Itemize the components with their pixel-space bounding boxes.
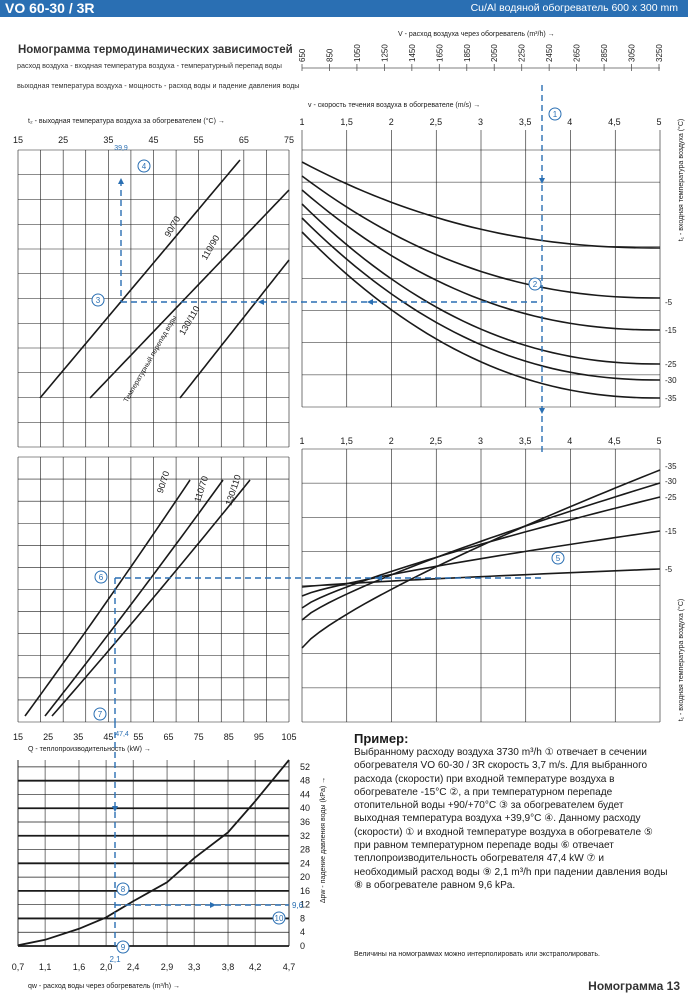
velocity-axis-label: v - скорость течения воздуха в обогревателе (m/s) → <box>308 102 481 109</box>
airflow-tick-label: 1850 <box>462 44 472 62</box>
heater-description: Cu/Al водяной обогреватель 600 x 300 mm <box>470 2 678 14</box>
q3-label-90-70: 90/70 <box>154 469 172 495</box>
power-tick-label: 95 <box>253 732 264 742</box>
tin2-axis-label: t₁ - входная температура воздуха (°C) <box>678 598 685 722</box>
tout-tick-label: 55 <box>193 135 204 145</box>
tin-tick-label: -5 <box>665 298 673 307</box>
dp-tick-label: 32 <box>300 830 311 841</box>
step-label-3: 3 <box>95 296 101 305</box>
water-tick-label: 1,6 <box>72 962 86 972</box>
power-tick-label: 85 <box>223 732 234 742</box>
dp-axis-label: Δpw - падение давления воды (kPa) → <box>320 776 327 904</box>
velocity-tick-label-mid: 3,5 <box>518 436 532 446</box>
velocity-tick-label-mid: 4 <box>567 436 573 446</box>
q3-curve-90-70 <box>25 480 190 716</box>
tout-marker: 39,9 <box>114 145 128 152</box>
water-marker: 2,1 <box>109 955 121 964</box>
dp-tick-label: 52 <box>300 761 311 772</box>
velocity-tick-label-top: 5 <box>656 117 662 127</box>
velocity-tick-label-mid: 2,5 <box>429 436 443 446</box>
route-arrow-3 <box>258 299 264 305</box>
velocity-tick-label-top: 4 <box>567 117 573 127</box>
tout-tick-label: 65 <box>238 135 249 145</box>
water-tick-label: 3,8 <box>221 962 235 972</box>
q1-label-130-110: 130/110 <box>177 304 202 337</box>
water-axis-label: qw - расход воды через обогреватель (m³/h) → <box>28 983 180 990</box>
velocity-tick-label-mid: 4,5 <box>608 436 621 446</box>
water-tick-label: 4,7 <box>282 962 296 972</box>
airflow-tick-label: 2450 <box>545 44 555 62</box>
tin-tick-label: -35 <box>665 394 677 403</box>
tin2-tick-label: -25 <box>665 493 677 502</box>
velocity-tick-label-mid: 3 <box>477 436 484 446</box>
dp-tick-label: 12 <box>300 899 311 910</box>
dp-tick-label: 24 <box>300 858 311 869</box>
power-tick-label: 25 <box>43 732 54 742</box>
dp-tick-label: 44 <box>300 789 311 800</box>
velocity-tick-label-mid: 2 <box>388 436 394 446</box>
step-label-1: 1 <box>552 110 558 119</box>
velocity-tick-label-mid: 1,5 <box>340 436 353 446</box>
tin-tick-label: -15 <box>665 326 677 335</box>
airflow-axis-label: V - расход воздуха через обогреватель (m³/h) → <box>398 31 555 38</box>
power-tick-label: 45 <box>103 732 114 742</box>
step-label-8: 8 <box>120 885 126 894</box>
example-heading: Пример: <box>354 731 409 746</box>
step-label-6: 6 <box>98 573 104 582</box>
q3-curve-110-70 <box>45 480 223 716</box>
power-tick-label: 15 <box>12 732 24 742</box>
water-tick-label: 2,9 <box>160 962 174 972</box>
velocity-tick-label-top: 2,5 <box>429 117 443 127</box>
dp-tick-label: 28 <box>300 844 311 855</box>
subtitle-line-2: выходная температура воздуха - мощность - расход воды и падение давления воды <box>17 81 300 90</box>
tout-axis-label: t₂ - выходная температура воздуха за обогревателем (°C) → <box>28 118 225 125</box>
velocity-tick-label-top: 3,5 <box>518 117 532 127</box>
power-marker: 47,4 <box>115 731 129 738</box>
velocity-tick-label-top: 1 <box>299 117 305 127</box>
airflow-tick-label: 2250 <box>517 44 527 62</box>
water-tick-label: 2,4 <box>126 962 140 972</box>
tin-tick-label: -25 <box>665 360 677 369</box>
airflow-tick-label: 3050 <box>627 44 637 62</box>
water-tick-label: 4,2 <box>248 962 262 972</box>
velocity-tick-label-top: 1,5 <box>340 117 353 127</box>
airflow-tick-label: 2050 <box>490 44 500 62</box>
airflow-tick-label: 1250 <box>380 44 390 62</box>
tin2-tick-label: -35 <box>665 462 677 471</box>
tout-tick-label: 25 <box>58 135 69 145</box>
tout-tick-label: 35 <box>103 135 114 145</box>
power-axis-label: Q - теплопроизводительность (kW) → <box>28 746 151 753</box>
q1-curve-90-70 <box>40 160 240 398</box>
tout-tick-label: 45 <box>148 135 159 145</box>
tin2-tick-label: -5 <box>665 565 673 574</box>
water-tick-label: 0,7 <box>11 962 25 972</box>
airflow-tick-label: 1450 <box>407 44 417 62</box>
water-tick-label: 2,0 <box>99 962 113 972</box>
step-label-5: 5 <box>555 554 561 563</box>
q3-label-130-110: 130/110 <box>223 473 243 507</box>
q3-label-110-70: 110/70 <box>192 474 211 504</box>
power-tick-label: 75 <box>193 732 204 742</box>
dp-tick-label: 16 <box>300 885 311 896</box>
water-tick-label: 1,1 <box>38 962 52 972</box>
airflow-tick-label: 2850 <box>600 44 610 62</box>
step-label-9: 9 <box>120 943 126 952</box>
tin2-tick-label: -30 <box>665 477 677 486</box>
tin-tick-label: -30 <box>665 376 677 385</box>
dp-tick-label: 20 <box>300 872 311 883</box>
power-tick-label: 35 <box>73 732 84 742</box>
step-label-4: 4 <box>141 162 147 171</box>
dp-tick-label: 0 <box>300 941 306 951</box>
step-label-7: 7 <box>97 710 103 719</box>
tin-axis-label: t₁ - входная температура воздуха (°C) <box>678 118 685 242</box>
example-text: Выбранному расходу воздуха 3730 m³/h ① отвечает в сечении обогревателя VO 60-30 / 3R скорость 3,7 m/s. Для выбранного расхода (скорости) при входной температуре воздуха в обогревателе -15°C ②, а при температурном перепаде отопительной воды +90/+70°C ③ за обогревателем будет выходная температура воздуха +39,9°C ④. Данному расходу (скорости) ① и входной температуре воздуха в обогревателе ⑤ при равном температурном перепаде воды ⑥ отвечает теплопроизводительность обогревателя 47,4 kW ⑦ и необходимый расход воды ⑨ 2,1 m³/h при падении давления воды ⑧ в обогревателе равном 9,6 kPa. <box>354 747 668 891</box>
step-label-2: 2 <box>532 280 538 289</box>
q1-curve-130-110 <box>180 260 289 398</box>
water-tick-label: 3,3 <box>187 962 201 972</box>
interpolation-note: Величины на номограммах можно интерполировать или экстраполировать. <box>354 951 600 958</box>
power-tick-label: 55 <box>133 732 144 742</box>
airflow-tick-label: 1050 <box>352 44 362 62</box>
dp-marker: 9,6 <box>292 901 304 910</box>
q5-pressure-curve <box>18 760 289 945</box>
velocity-tick-label-top: 2 <box>388 117 394 127</box>
power-tick-label: 105 <box>281 732 297 742</box>
route-arrow-5 <box>118 178 124 184</box>
step-label-10: 10 <box>274 914 284 923</box>
q1-label-90-70: 90/70 <box>162 214 183 239</box>
velocity-tick-label-mid: 5 <box>656 436 662 446</box>
route-arrow-4 <box>367 299 373 305</box>
dp-tick-label: 36 <box>300 817 311 827</box>
dp-tick-label: 4 <box>300 927 306 938</box>
velocity-tick-label-top: 3 <box>477 117 484 127</box>
route-arrow-2 <box>539 408 545 414</box>
route-arrow-1 <box>539 178 545 184</box>
q1-label-110-90: 110/90 <box>199 233 222 262</box>
q3-curve-130-110 <box>52 480 250 716</box>
velocity-tick-label-mid: 1 <box>299 436 305 446</box>
power-tick-label: 65 <box>163 732 174 742</box>
q1-label-regime: Температурный перепад воды <box>122 314 179 404</box>
subtitle-line-1: расход воздуха - входная температура воздуха - температурный перепад воды <box>17 61 282 70</box>
route-arrow-8 <box>210 902 216 908</box>
tin2-tick-label: -15 <box>665 527 677 536</box>
airflow-tick-label: 850 <box>325 48 335 62</box>
model-title: VO 60-30 / 3R <box>5 0 95 16</box>
dp-tick-label: 40 <box>300 803 311 814</box>
tout-tick-label: 75 <box>283 135 295 145</box>
dp-tick-label: 8 <box>300 913 306 924</box>
dp-tick-label: 48 <box>300 775 311 786</box>
airflow-tick-label: 2650 <box>572 44 582 62</box>
airflow-tick-label: 1650 <box>435 44 445 62</box>
footer-label: Номограмма 13 <box>588 979 680 993</box>
airflow-tick-label: 3250 <box>655 44 664 62</box>
nomogram-title: Номограмма термодинамических зависимостей <box>18 44 293 56</box>
velocity-tick-label-top: 4,5 <box>608 117 621 127</box>
tout-tick-label: 15 <box>12 135 24 145</box>
airflow-tick-label: 650 <box>298 48 307 62</box>
